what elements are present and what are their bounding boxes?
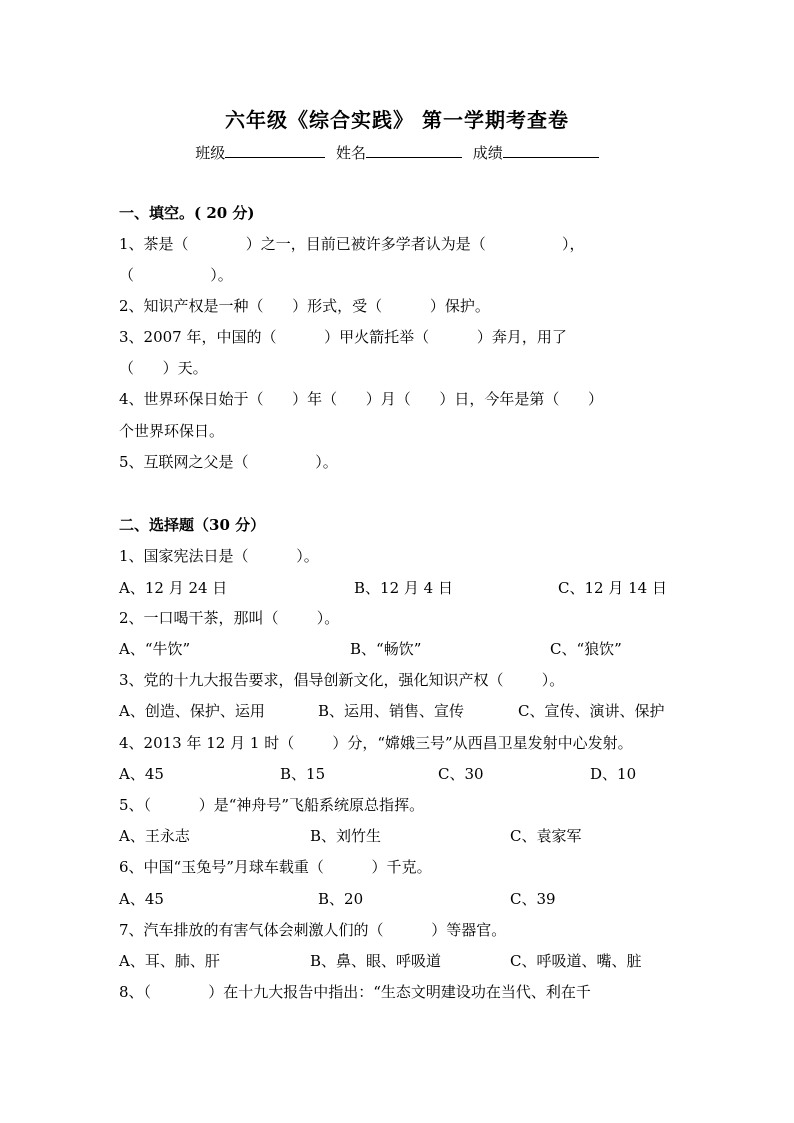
option-row [119,888,699,908]
option-d: D、10 [590,765,637,783]
option-a: A、45 [119,890,164,908]
option-b: B、20 [318,890,364,908]
option-b: B、刘竹生 [310,827,382,845]
fill-in-line: （ ）天。 [119,359,208,377]
option-b: B、12 月 4 日 [354,579,453,597]
fill-in-line: 5、互联网之父是（ ）。 [119,453,338,471]
option-c: C、呼吸道、嘴、脏 [510,952,642,970]
option-c: C、袁家军 [510,827,582,845]
option-b: B、运用、销售、宣传 [318,702,465,720]
question-text: 1、国家宪法日是（ ）。 [119,547,319,565]
option-c: C、30 [438,765,484,783]
fill-in-line: 3、2007 年，中国的（ ）甲火箭托举（ ）奔月，用了 [119,328,567,346]
option-b: B、“畅饮” [350,640,422,658]
class-blank [225,143,325,158]
question-text: 3、党的十九大报告要求，倡导创新文化，强化知识产权（ ）。 [119,671,565,689]
section-choice-heading: 二、选择题（30 分） [119,516,266,534]
option-row [119,825,699,845]
score-label: 成绩 [472,144,503,162]
option-row [119,638,699,658]
option-row [119,700,699,720]
option-c: C、12 月 14 日 [558,579,667,597]
question-text: 6、中国“玉兔号”月球车载重（ ）千克。 [119,858,432,876]
fill-in-line: （ ）。 [119,266,233,284]
name-blank [366,143,462,158]
fill-in-line: 个世界环保日。 [119,422,225,440]
question-text: 7、汽车排放的有害气体会刺激人们的（ ）等器官。 [119,921,507,939]
option-a: A、耳、肺、肝 [119,952,220,970]
option-a: A、“牛饮” [119,640,191,658]
student-info-line [0,142,794,163]
option-a: A、创造、保护、运用 [119,702,265,720]
page-title: 六年级《综合实践》 第一学期考查卷 [225,108,569,132]
option-a: A、45 [119,765,164,783]
option-c: C、“狼饮” [550,640,622,658]
option-row [119,950,699,970]
name-label: 姓名 [335,144,366,162]
class-label: 班级 [195,144,226,162]
question-text: 8、（ ）在十九大报告中指出：“生态文明建设功在当代、利在千 [119,983,591,1001]
score-blank [503,143,599,158]
option-c: C、宣传、演讲、保护 [518,702,665,720]
option-row [119,577,699,597]
fill-in-line: 1、茶是（ ）之一，目前已被许多学者认为是（ ）， [119,235,585,253]
option-b: B、鼻、眼、呼吸道 [310,952,442,970]
section-fill-in-heading: 一、填空。( 20 分) [119,204,255,222]
option-a: A、王永志 [119,827,190,845]
question-text: 2、一口喝干茶，那叫（ ）。 [119,609,340,627]
option-b: B、15 [280,765,326,783]
fill-in-line: 4、世界环保日始于（ ）年（ ）月（ ）日，今年是第（ ） [119,390,603,408]
option-row [119,763,699,783]
question-text: 5、（ ）是“神舟号”飞船系统原总指挥。 [119,796,425,814]
option-c: C、39 [510,890,556,908]
question-text: 4、2013 年 12 月 1 时（ ）分，“嫦娥三号”从西昌卫星发射中心发射。 [119,734,633,752]
fill-in-line: 2、知识产权是一种（ ）形式，受（ ）保护。 [119,297,490,315]
option-a: A、12 月 24 日 [119,579,228,597]
